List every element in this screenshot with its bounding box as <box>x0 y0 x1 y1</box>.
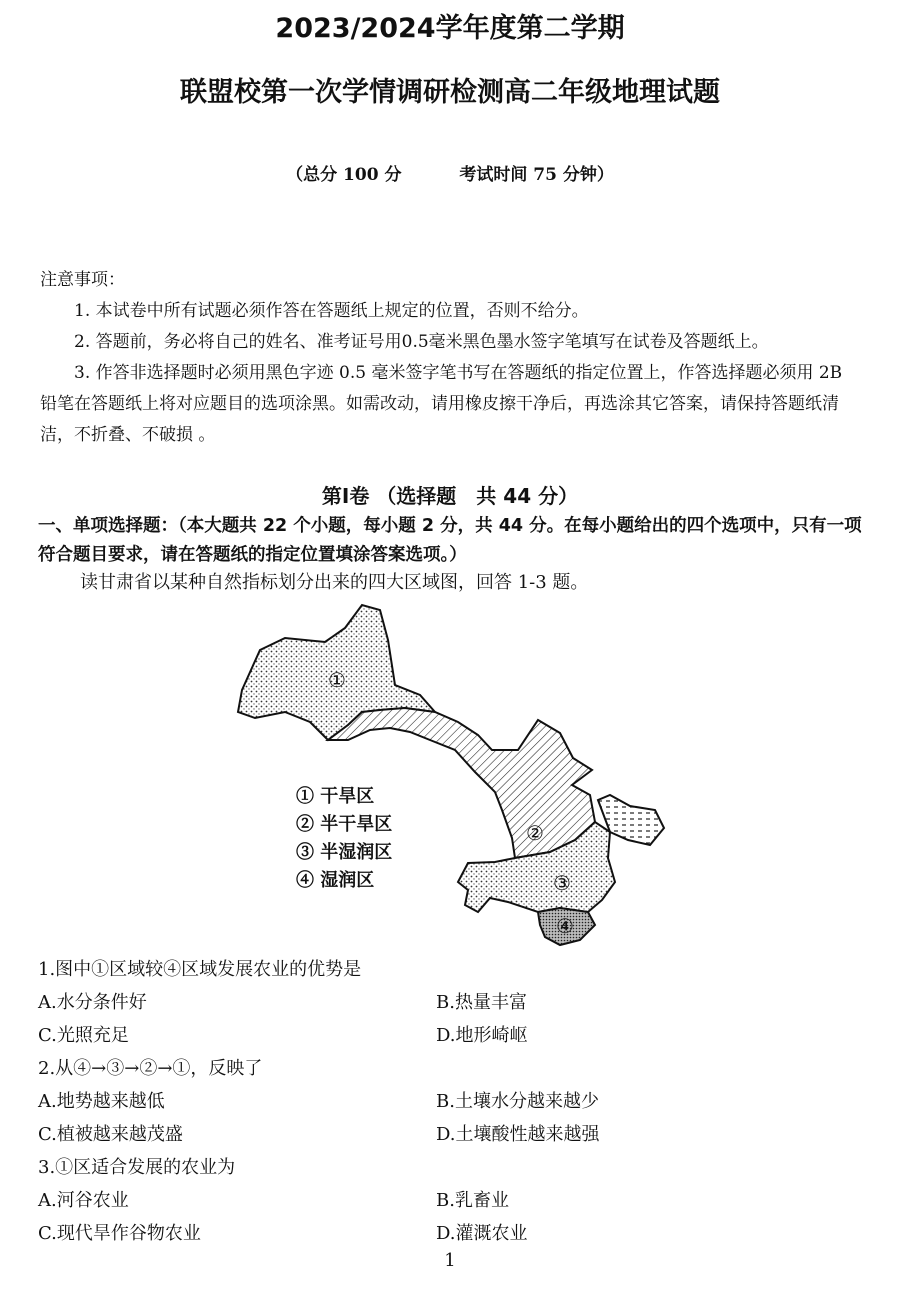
page-number: 1 <box>444 1250 456 1271</box>
exam-title-term: 2023/2024学年度第二学期 <box>275 13 625 44</box>
reading-prompt: 读甘肃省以某种自然指标划分出来的四大区域图，回答 1-3 题。 <box>80 572 589 593</box>
legend-semi-arid: ② 半干旱区 <box>296 814 393 835</box>
legend-arid: ① 干旱区 <box>296 786 375 807</box>
question-3-stem: 3.①区适合发展的农业为 <box>38 1157 236 1178</box>
notes-item-1: 1. 本试卷中所有试题必须作答在答题纸上规定的位置，否则不给分。 <box>74 301 589 321</box>
question-list <box>38 953 868 1250</box>
question-3-options-row-1 <box>38 1184 868 1217</box>
question-2-stem: 2.从④→③→②→①，反映了 <box>38 1058 263 1079</box>
question-2-option-b: B.土壤水分越来越少 <box>436 1091 599 1112</box>
question-3-option-b: B.乳畜业 <box>436 1190 509 1211</box>
notes-item-3: 3. 作答非选择题时必须用黑色字迹 0.5 毫米签字笔书写在答题纸的指定位置上，作答选择题必须用 2B 铅笔在答题纸上将对应题目的选项涂黑。如需改动，请用橡皮擦干净后，再选涂其它答案，请保持答题纸清洁，不折叠、不破损 。 <box>40 363 843 445</box>
exam-title-main: 联盟校第一次学情调研检测高二年级地理试题 <box>180 77 720 108</box>
gansu-region-map <box>230 600 670 950</box>
exam-time: 考试时间 75 分钟） <box>459 165 614 185</box>
question-2-options-row-2 <box>38 1118 868 1151</box>
notes-block <box>40 265 860 451</box>
question-1-option-a: A.水分条件好 <box>38 992 147 1013</box>
legend-humid: ④ 湿润区 <box>296 870 375 891</box>
question-3-option-c: C.现代旱作谷物农业 <box>38 1223 201 1244</box>
question-3-option-a: A.河谷农业 <box>38 1190 129 1211</box>
question-2-options-row-1 <box>38 1085 868 1118</box>
question-3-option-d: D.灌溉农业 <box>436 1223 528 1244</box>
question-1-option-b: B.热量丰富 <box>436 992 527 1013</box>
map-legend <box>296 783 392 895</box>
notes-heading: 注意事项： <box>40 270 125 290</box>
question-2-option-a: A.地势越来越低 <box>38 1091 165 1112</box>
question-1-option-c: C.光照充足 <box>38 1025 129 1046</box>
map-label-1: ① <box>328 668 346 692</box>
notes-item-2: 2. 答题前，务必将自己的姓名、准考证号用0.5毫米黑色墨水签字笔填写在试卷及答题纸上。 <box>74 332 769 352</box>
exam-meta <box>0 160 900 185</box>
total-score: （总分 100 分 <box>286 165 402 185</box>
section-instruction: 一、单项选择题：（本大题共 22 个小题，每小题 2 分，共 44 分。在每小题给出的四个选项中，只有一项符合题目要求，请在答题纸的指定位置填涂答案选项。） <box>38 516 862 565</box>
question-1-options-row-2 <box>38 1019 868 1052</box>
question-1-stem: 1.图中①区域较④区域发展农业的优势是 <box>38 959 362 980</box>
question-3-options-row-2 <box>38 1217 868 1250</box>
section-title: 第Ⅰ卷 （选择题 共 44 分） <box>321 484 579 508</box>
map-label-4: ④ <box>556 914 574 938</box>
question-2-option-d: D.土壤酸性越来越强 <box>436 1124 600 1145</box>
map-label-3: ③ <box>553 871 571 895</box>
question-1-option-d: D.地形崎岖 <box>436 1025 528 1046</box>
question-1-options-row-1 <box>38 986 868 1019</box>
question-2-option-c: C.植被越来越茂盛 <box>38 1124 183 1145</box>
map-label-2: ② <box>526 821 544 845</box>
legend-semi-humid: ③ 半湿润区 <box>296 842 393 863</box>
